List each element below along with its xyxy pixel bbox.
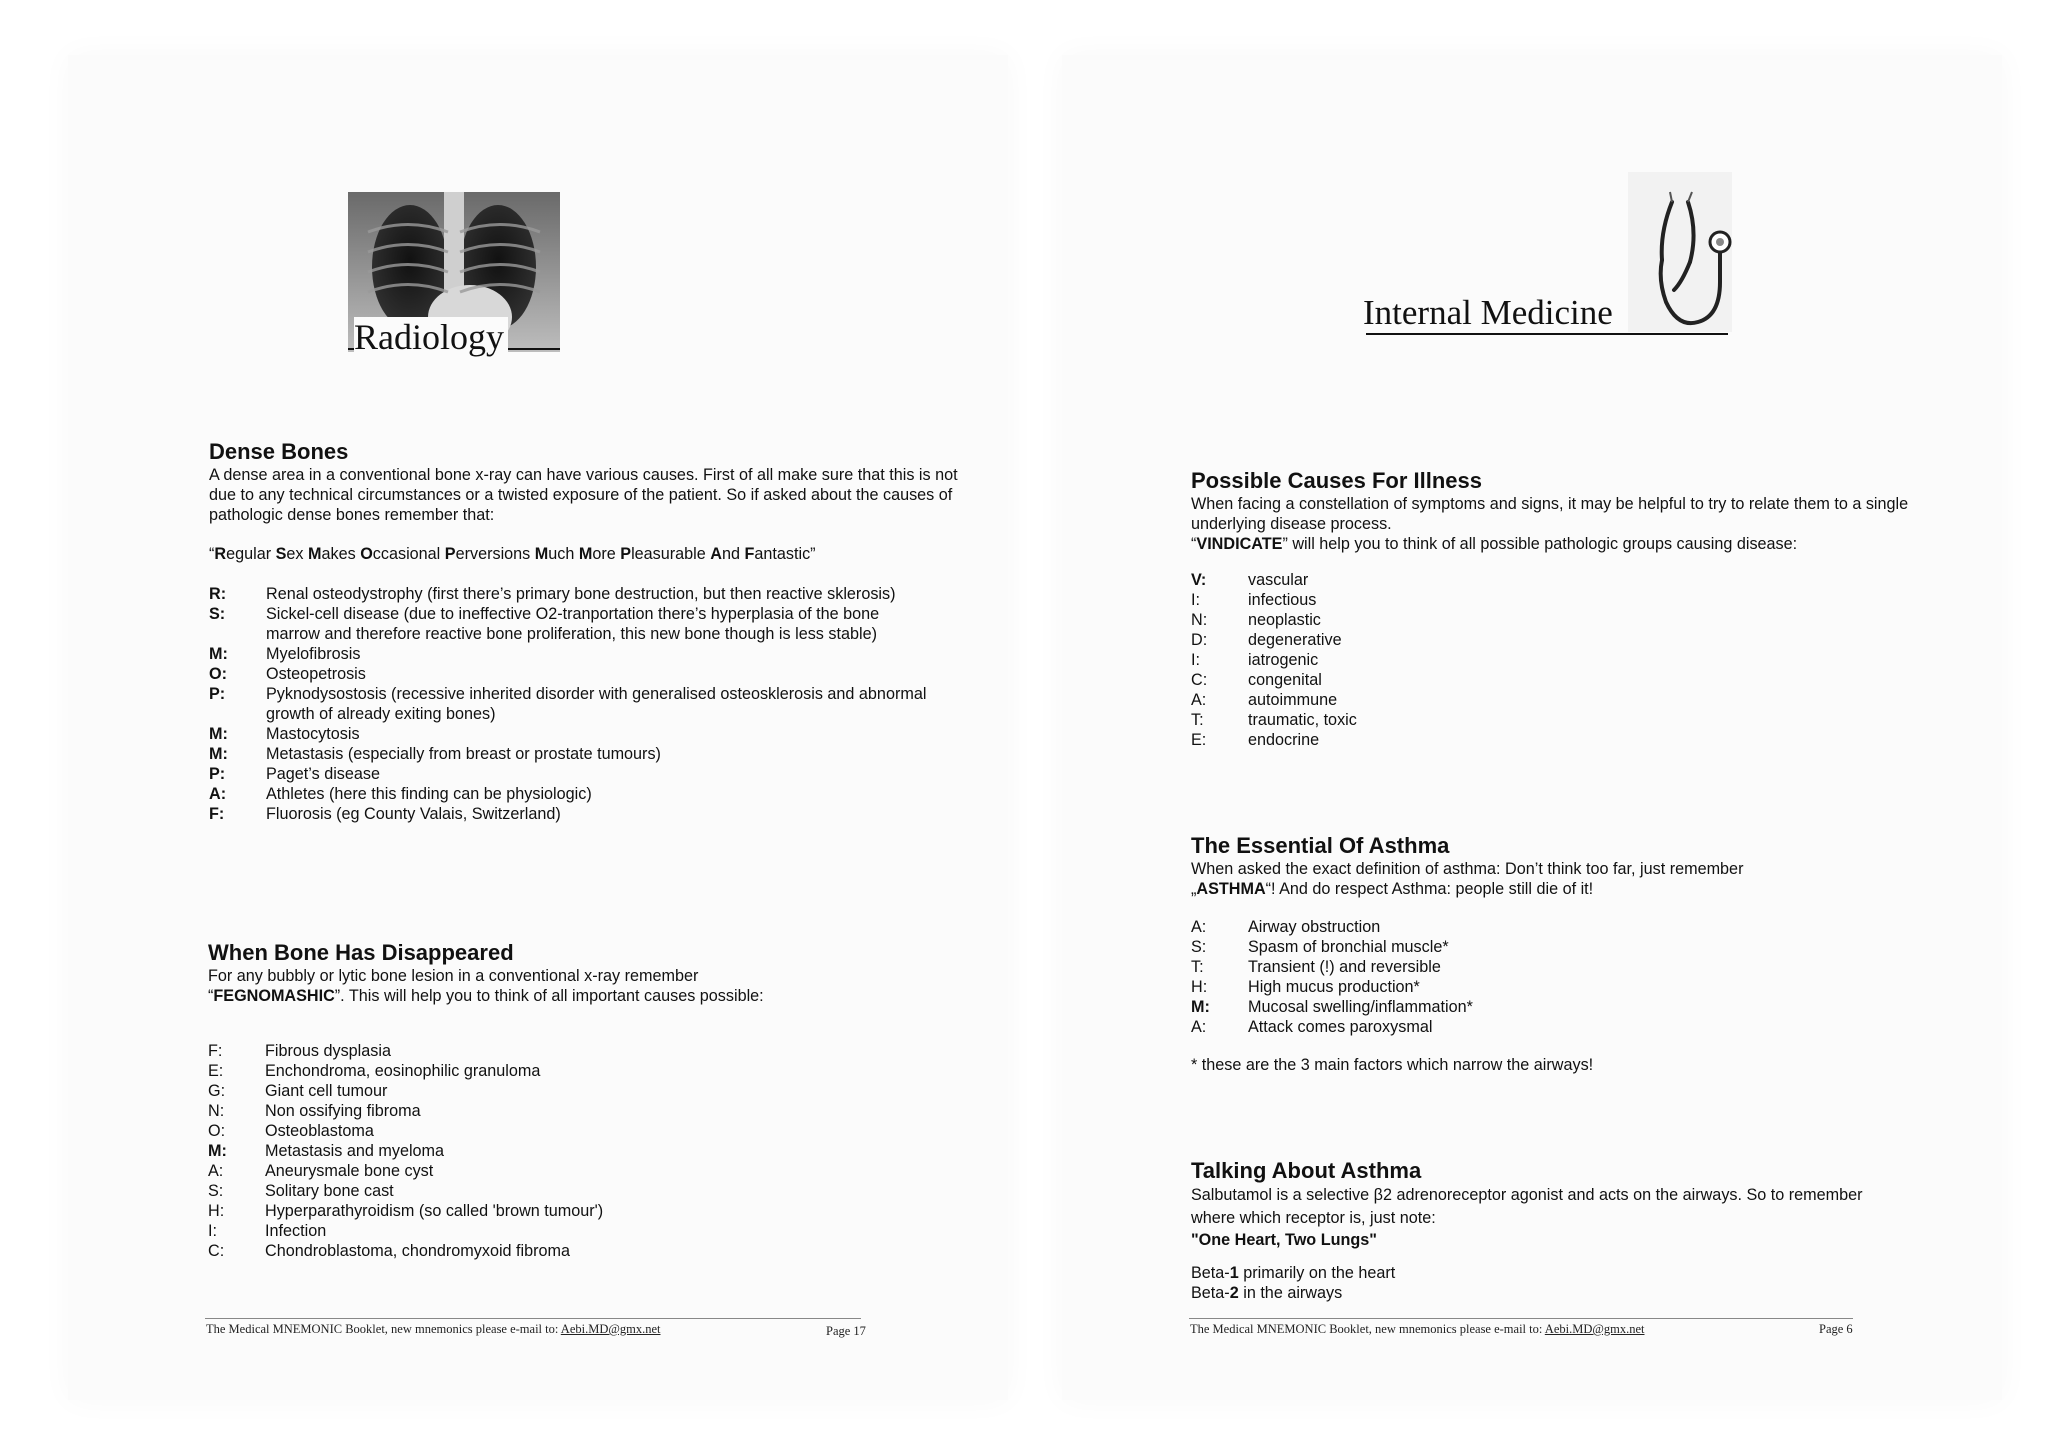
item-text: Spasm of bronchial muscle*: [1248, 938, 1449, 956]
section-title: Possible Causes For Illness: [1191, 468, 1483, 493]
phrase-part: antastic”: [754, 545, 816, 563]
item-text: Mucosal swelling/inflammation*: [1248, 998, 1473, 1016]
item-key: E:: [208, 1062, 224, 1080]
item-text: Myelofibrosis: [266, 645, 361, 663]
item-key: A:: [1191, 691, 1207, 709]
phrase-letter: O: [360, 545, 373, 563]
list-item: [209, 744, 929, 764]
item-key: I:: [208, 1222, 217, 1240]
item-text: Aneurysmale bone cyst: [265, 1162, 434, 1180]
item-key: O:: [209, 665, 227, 683]
beta-1-line: [1191, 1263, 1395, 1283]
section-title: The Essential Of Asthma: [1191, 833, 1450, 858]
list-item: [209, 644, 929, 664]
item-text: infectious: [1248, 591, 1317, 609]
list-item: [1191, 977, 1691, 997]
phrase-letter: M: [534, 545, 549, 563]
phrase-letter: F: [744, 545, 755, 563]
item-text: neoplastic: [1248, 611, 1321, 629]
list-item: [1191, 610, 1691, 630]
item-text: Transient (!) and reversible: [1248, 958, 1441, 976]
item-key: N:: [208, 1102, 225, 1120]
item-key: H:: [208, 1202, 225, 1220]
list-item: [208, 1121, 928, 1141]
phrase-part: akes: [321, 545, 361, 563]
bone-disappeared-list: [208, 1041, 928, 1261]
section-intro-line: [1191, 534, 1911, 554]
phrase-letter: P: [444, 545, 456, 563]
item-text: Airway obstruction: [1248, 918, 1381, 936]
item-text: Hyperparathyroidism (so called 'brown tumour'): [265, 1202, 604, 1220]
beta-number: 1: [1229, 1264, 1239, 1282]
item-text: Metastasis and myeloma: [265, 1142, 445, 1160]
item-key: D:: [1191, 631, 1208, 649]
item-key: M:: [209, 645, 228, 663]
list-item: [209, 604, 929, 644]
phrase-letter: P: [620, 545, 632, 563]
list-item: [208, 1221, 928, 1241]
phrase-part: leasurable: [631, 545, 711, 563]
item-key: S:: [209, 605, 226, 623]
item-text: Osteoblastoma: [265, 1122, 374, 1140]
item-key: A:: [209, 785, 227, 803]
section-title: Dense Bones: [209, 439, 349, 464]
page-number: Page 17: [826, 1324, 866, 1338]
item-key: F:: [209, 805, 225, 823]
item-key: M:: [209, 725, 228, 743]
item-key: I:: [1191, 591, 1200, 609]
item-key: S:: [1191, 938, 1207, 956]
list-item: [1191, 997, 1691, 1017]
phrase-part: erversions: [455, 545, 535, 563]
list-item: [208, 1161, 928, 1181]
item-key: F:: [208, 1042, 223, 1060]
beta-number: 2: [1229, 1284, 1239, 1302]
item-key: I:: [1191, 651, 1200, 669]
page-title: Internal Medicine: [1363, 293, 1613, 332]
list-item: [209, 584, 929, 604]
item-text: vascular: [1248, 571, 1309, 589]
item-text: Pyknodysostosis (recessive inherited disorder with generalised osteosklerosis and abnormal growth of already exiting bones): [266, 685, 927, 723]
item-text: Athletes (here this finding can be physiologic): [266, 785, 592, 803]
item-text: iatrogenic: [1248, 651, 1319, 669]
item-key: G:: [208, 1082, 226, 1100]
stethoscope-image: [1628, 172, 1734, 334]
item-text: Fluorosis (eg County Valais, Switzerland): [266, 805, 561, 823]
footer-text: [1190, 1322, 1645, 1337]
section-title: Talking About Asthma: [1191, 1158, 1422, 1183]
list-item: [208, 1241, 928, 1261]
section-intro: Salbutamol is a selective β2 adrenoreceptor agonist and acts on the airways. So to remember where which receptor is, just note:: [1191, 1186, 1863, 1227]
item-text: Solitary bone cast: [265, 1182, 394, 1200]
list-item: [1191, 670, 1691, 690]
phrase-letter: R: [214, 545, 227, 563]
mnemonic-word: FEGNOMASHIC: [213, 987, 335, 1005]
item-text: Sickel-cell disease (due to ineffective O2-tranportation there’s hyperplasia of the bone marrow and therefore reactive bone proliferation, this new bone though is less stable): [266, 605, 880, 643]
item-key: H:: [1191, 978, 1208, 996]
mnemonic-word: VINDICATE: [1196, 535, 1283, 553]
bone-disappeared-section: [208, 940, 968, 1006]
list-item: [1191, 630, 1691, 650]
item-key: C:: [1191, 671, 1208, 689]
item-text: Osteopetrosis: [266, 665, 366, 683]
item-text: Fibrous dysplasia: [265, 1042, 391, 1060]
item-key: T:: [1191, 958, 1204, 976]
list-item: [1191, 590, 1691, 610]
list-item: [208, 1061, 928, 1081]
item-text: Mastocytosis: [266, 725, 360, 743]
item-key: P:: [209, 685, 226, 703]
intro-rest: ” will help you to think of all possible pathologic groups causing disease:: [1282, 535, 1798, 553]
list-item: [208, 1181, 928, 1201]
section-intro-line: When asked the exact definition of asthma: Don’t think too far, just remember: [1191, 860, 1744, 878]
section-intro: When facing a constellation of symptoms and signs, it may be helpful to try to relate them to a single underlying disease process.: [1191, 495, 1909, 533]
item-text: Infection: [265, 1222, 327, 1240]
phrase-part: egular: [226, 545, 276, 563]
asthma-note: * these are the 3 main factors which narrow the airways!: [1191, 1056, 1594, 1074]
list-item: [209, 764, 929, 784]
item-key: O:: [208, 1122, 226, 1140]
item-key: M:: [208, 1142, 227, 1160]
quote-line: "One Heart, Two Lungs": [1191, 1231, 1377, 1249]
list-item: [1191, 650, 1691, 670]
section-title: When Bone Has Disappeared: [208, 940, 514, 965]
phrase-letter: A: [710, 545, 722, 563]
talking-asthma-section: [1191, 1158, 1911, 1250]
beta-2-line: [1191, 1283, 1342, 1303]
item-text: Giant cell tumour: [265, 1082, 388, 1100]
item-key: M:: [209, 745, 228, 763]
list-item: [1191, 710, 1691, 730]
phrase-letter: S: [275, 545, 287, 563]
quote-mark: “: [208, 987, 214, 1005]
asthma-list: [1191, 917, 1691, 1037]
beta-rest: in the airways: [1238, 1284, 1343, 1302]
footer-text: [206, 1322, 661, 1337]
item-text: Non ossifying fibroma: [265, 1102, 421, 1120]
section-intro-line: [1191, 879, 1911, 899]
phrase-part: “: [209, 545, 215, 563]
item-text: degenerative: [1248, 631, 1342, 649]
item-key: T:: [1191, 711, 1204, 729]
item-key: A:: [1191, 918, 1207, 936]
phrase-part: ore: [592, 545, 621, 563]
list-item: [209, 684, 929, 724]
list-item: [1191, 730, 1691, 750]
item-key: A:: [1191, 1018, 1207, 1036]
item-key: N:: [1191, 611, 1208, 629]
intro-rest: ”. This will help you to think of all important causes possible:: [334, 987, 764, 1005]
left-page: [68, 55, 1008, 1400]
item-text: traumatic, toxic: [1248, 711, 1357, 729]
list-item: [208, 1041, 928, 1061]
mnemonic-phrase: [209, 544, 969, 564]
causes-section: [1191, 468, 1911, 554]
phrase-part: uch: [548, 545, 579, 563]
mnemonic-word: ASTHMA: [1196, 880, 1266, 898]
list-item: [1191, 917, 1691, 937]
list-item: [208, 1201, 928, 1221]
item-text: congenital: [1248, 671, 1322, 689]
footer-email-link[interactable]: Aebi.MD@gmx.net: [560, 1322, 661, 1336]
quote-mark: „: [1191, 880, 1197, 898]
list-item: [209, 724, 929, 744]
list-item: [1191, 570, 1691, 590]
footer-label: The Medical MNEMONIC Booklet, new mnemonics please e-mail to:: [206, 1322, 561, 1336]
list-item: [208, 1101, 928, 1121]
right-page: [1062, 55, 2002, 1400]
dense-bones-list: [209, 584, 929, 824]
item-key: P:: [209, 765, 226, 783]
phrase-part: ccasional: [372, 545, 445, 563]
page-title: Radiology: [354, 317, 508, 357]
intro-rest: “! And do respect Asthma: people still die of it!: [1265, 880, 1594, 898]
section-intro-line: [208, 986, 968, 1006]
item-key: C:: [208, 1242, 225, 1260]
list-item: [1191, 690, 1691, 710]
item-text: Attack comes paroxysmal: [1248, 1018, 1433, 1036]
dense-bones-section: [209, 439, 969, 525]
section-intro: A dense area in a conventional bone x-ray can have various causes. First of all make sure that this is not due to any technical circumstances or a twisted exposure of the patient. So if asked about the causes of pathologic dense bones remember that:: [209, 466, 958, 524]
phrase-letter: M: [578, 545, 593, 563]
footer-rule: [205, 1318, 861, 1319]
footer-label: The Medical MNEMONIC Booklet, new mnemonics please e-mail to:: [1190, 1322, 1545, 1336]
item-text: endocrine: [1248, 731, 1320, 749]
list-item: [1191, 937, 1691, 957]
page-number: Page 6: [1819, 1322, 1853, 1336]
list-item: [1191, 1017, 1691, 1037]
item-key: M:: [1191, 998, 1210, 1016]
footer-rule: [1189, 1318, 1853, 1319]
beta-prefix: Beta-: [1191, 1264, 1230, 1282]
item-text: Paget’s disease: [266, 765, 380, 783]
list-item: [1191, 957, 1691, 977]
phrase-part: ex: [286, 545, 309, 563]
section-intro-line: For any bubbly or lytic bone lesion in a conventional x-ray remember: [208, 967, 699, 985]
item-key: A:: [208, 1162, 224, 1180]
beta-prefix: Beta-: [1191, 1284, 1230, 1302]
item-text: Renal osteodystrophy (first there’s primary bone destruction, but then reactive sklerosis): [266, 585, 896, 603]
item-text: autoimmune: [1248, 691, 1338, 709]
phrase-letter: M: [308, 545, 322, 563]
phrase-part: nd: [721, 545, 745, 563]
list-item: [208, 1081, 928, 1101]
footer-email-link[interactable]: Aebi.MD@gmx.net: [1544, 1322, 1645, 1336]
item-text: Enchondroma, eosinophilic granuloma: [265, 1062, 541, 1080]
asthma-section: [1191, 833, 1911, 899]
item-key: E:: [1191, 731, 1207, 749]
item-key: V:: [1191, 571, 1207, 589]
item-key: S:: [208, 1182, 224, 1200]
list-item: [209, 664, 929, 684]
causes-list: [1191, 570, 1691, 750]
item-text: Chondroblastoma, chondromyxoid fibroma: [265, 1242, 571, 1260]
list-item: [209, 804, 929, 824]
list-item: [208, 1141, 928, 1161]
list-item: [209, 784, 929, 804]
item-key: R:: [209, 585, 227, 603]
beta-rest: primarily on the heart: [1238, 1264, 1396, 1282]
item-text: Metastasis (especially from breast or prostate tumours): [266, 745, 661, 763]
quote-mark: “: [1191, 535, 1197, 553]
item-text: High mucus production*: [1248, 978, 1420, 996]
